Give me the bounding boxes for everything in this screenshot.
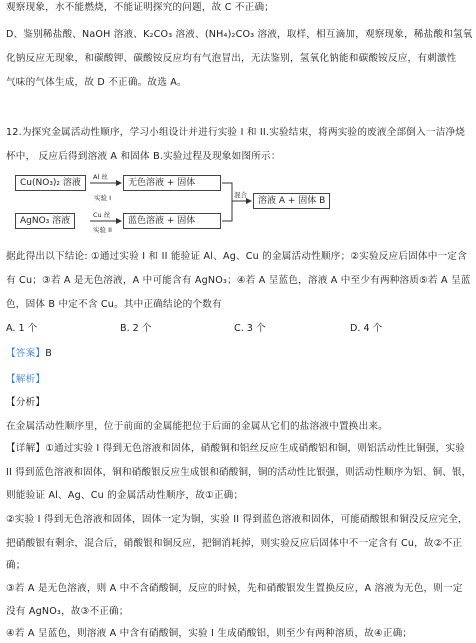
- option-c: C. 3 个: [234, 323, 266, 334]
- question-line-2: 杯中， 反应后得到溶液 A 和固体 B.实验过程及现象如图所示：: [6, 151, 281, 162]
- detail-tag: 【详解】: [6, 443, 46, 454]
- detail-line-1: [6, 442, 465, 455]
- prev-line-4: 气味的气体生成，故 D 不正确。故选 A。: [6, 77, 187, 88]
- reagent-box-1: Cu(NO₃)₂ 溶液: [15, 175, 86, 191]
- fenxi-text: 在金属活动性顺序里，位于前面的金属能把位于后面的金属从它们的盐溶液中置换出来。: [6, 421, 388, 432]
- reagent-box-2: AgNO₃ 溶液: [15, 213, 75, 229]
- final-box: 溶液 A + 固体 B: [253, 193, 330, 209]
- detail-line-5: 把硝酸银有剩余，混合后，硝酸银和铜反应，把铜消耗掉，则实验反应后固体中不一定含有 Cu，故②不正: [6, 538, 463, 549]
- fenxi-tag: 【分析】: [6, 397, 46, 408]
- metal-label-2: Cu 丝: [93, 211, 111, 219]
- question-line-1: 12.为探究金属活动性顺序，学习小组设计并进行实验 I 和 II.实验结束，将两实验的废液全部倒入一洁净烧: [6, 127, 466, 138]
- option-d: D. 4 个: [350, 323, 383, 334]
- detail-line-4: ②实验 I 得到无色溶液和固体，固体一定为铜，实验 II 得到蓝色溶液和固体，可能硝酸银和铜没反应完全，: [6, 514, 468, 525]
- detail-line-6: 确；: [6, 560, 26, 571]
- exp-label-1: 实验 I: [94, 194, 111, 202]
- detail-line-2: II 得到蓝色溶液和固体，铜和硝酸银反应生成银和硝酸铜，铜的活动性比银强，则活动性顺序为铝、铜、银，: [6, 467, 472, 478]
- prev-line-3: 化钠反应无现象，和碳酸钾、碳酸铵反应均有气泡冒出，无法鉴别，氢氧化钠能和碳酸铵反应，有刺激性: [6, 53, 457, 64]
- analysis-tag: 【解析】: [6, 374, 46, 385]
- prev-line-1: 观察现象，水不能燃烧，不能证明探究的问题，故 C 不正确；: [6, 2, 275, 13]
- answer-line: [6, 347, 52, 360]
- prev-line-2: D、鉴别稀盐酸、NaOH 溶液、K₂CO₃ 溶液、(NH₄)₂CO₃ 溶液，取样，相互滴加，观察现象，稀盐酸和氢氧: [6, 29, 473, 40]
- metal-label-1: Al 丝: [93, 173, 108, 181]
- answer-tag: 【答案】: [6, 348, 46, 359]
- mix-label: 混合: [234, 191, 247, 199]
- detail-line-9: ④若 A 呈蓝色，则溶液 A 中含有硝酸铜，实验 I 生成硝酸铝，则至少有两种溶质，故④正确；: [6, 628, 413, 639]
- result-box-2: 蓝色溶液 + 固体: [123, 213, 221, 229]
- detail-text-1: ①通过实验 I 得到无色溶液和固体，硝酸铜和铝丝反应生成硝酸铝和铜，则铝活动性比铜强，实验: [45, 443, 466, 454]
- conclusion-line-1: 据此得出以下结论: ①通过实验 I 和 II 能验证 Al、Ag、Cu 的金属活动性顺序；②实验反应后固体中一定含: [6, 251, 467, 262]
- exp-label-2: 实验 II: [93, 226, 112, 234]
- option-b: B. 2 个: [120, 323, 152, 334]
- option-a: A. 1 个: [6, 323, 38, 334]
- answer-value: B: [45, 348, 52, 359]
- detail-line-3: 则能验证 Al、Ag、Cu 的金属活动性顺序，故①正确；: [6, 490, 244, 501]
- detail-line-8: 没有 AgNO₃，故③不正确；: [6, 606, 129, 617]
- result-box-1: 无色溶液 + 固体: [123, 175, 221, 191]
- detail-line-7: ③若 A 是无色溶液，则 A 中不含硝酸铜，反应的时候，先和硝酸银发生置换反应，A 溶液为无色，则一定: [6, 583, 463, 594]
- conclusion-line-2: 有 Cu；③若 A 是无色溶液，A 中可能含有 AgNO₃；④若 A 呈蓝色，溶液 A 中至少有两种溶质⑤若 A 呈蓝: [6, 275, 471, 286]
- conclusion-line-3: 色，固体 B 中定不含 Cu。其中正确结论的个数有: [6, 299, 222, 310]
